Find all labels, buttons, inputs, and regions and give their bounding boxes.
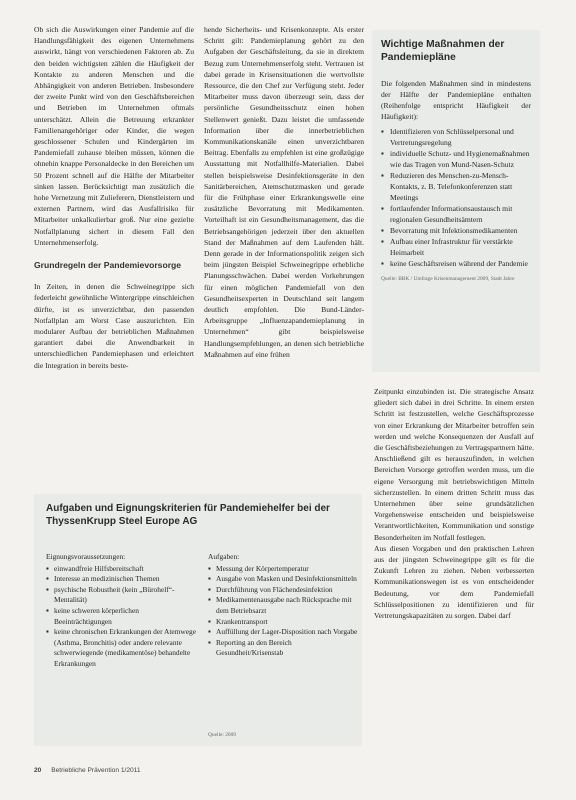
list-item: ▪ Identifizieren von Schlüsselpersonal und Vertretungsregelung xyxy=(381,126,531,148)
info-box-pandemic-helpers xyxy=(34,494,362,746)
list-item: ▪ keine schweren körperlichen Beeinträchtigungen xyxy=(46,606,196,627)
list-item: ▪ Reporting an den Bereich Gesundheit/Krisenstab xyxy=(208,638,358,659)
measures-list xyxy=(381,126,531,269)
criteria-column xyxy=(46,552,196,670)
list-item: ▪ einwandfreie Hilfsbereitschaft xyxy=(46,564,196,575)
paragraph: In Zeiten, in denen die Schweinegrippe sich federleicht gewöhnliche Wintergrippe einschleichen dürfte, ist es unverzichtbar, den passenden Notfallplan am Worst Case auszurichten. Ein modularer Aufbau der betrieblichen Maßnahmen garantiert dabei die Anwendbarkeit in unterschiedlichen Pandemiephasen und erleichtert die Integration in bereits beste- xyxy=(34,282,194,370)
list-item: ▪ Aufbau einer Infrastruktur für verstärkte Heimarbeit xyxy=(381,236,531,258)
tasks-list xyxy=(208,564,358,659)
list-item: ▪ Bevorratung mit Infektionsmedikamenten xyxy=(381,225,531,236)
list-item: ▪ Messung der Körpertemperatur xyxy=(208,564,358,575)
page-footer xyxy=(34,767,141,774)
list-item: ▪ Medikamentenausgabe nach Rücksprache mit dem Betriebsarzt xyxy=(208,595,358,616)
tasks-column xyxy=(208,552,358,659)
list-item: ▪ keine chronischen Erkrankungen der Atemwege (Asthma, Bronchitis) oder andere relevante schwerwiegende (medikamentöse) behandelte Erkrankungen xyxy=(46,627,196,669)
list-item: ▪ psychische Robustheit (kein „Bürohelf“-Mentalität) xyxy=(46,585,196,606)
paragraph: hende Sicherheits- und Krisenkonzepte. Als erster Schritt gilt: Pandemieplanung gehört zu den Aufgaben der Geschäftsleitung, da sie in direktem Bezug zum Unternehmenserfolg steht. Vertrauen ist dabei gerade in Krisensituationen die wertvollste Ressource, die den Chef zur Verfügung steht. Jeder Mitarbeiter muss davon überzeugt sein, dass der persönliche Gesundheitsschutz einen hohen Stellenwert genießt. Dazu leistet die umfassende Information über die innerbetrieblichen Kommunikationskanäle einen unverzichtbaren Beitrag. Ebenfalls zu empfehlen ist eine großzügige Ausstattung mit Notfallhilfe-Materialien. Dabei stellen beispielsweise Desinfektionsgeräte in den Sanitärbereichen, Atemschutzmasken und gerade für die Frühphase einer Erkrankungswelle eine zusätzliche Bevorratung mit Medikamenten. Vorteilhaft ist ein Gesundheitsmanagement, das die Betriebsangehörigen jederzeit über den aktuellen Stand der Maßnahmen auf dem Laufenden hält. Denn gerade in der Informationspolitik zeigen sich beim jüngsten Beispiel Schweinegrippe erhebliche Planungsschwächen. Dabei werden Vorkehrungen für einen möglichen Pandemiefall von den Gesundheitsexperten in Deutschland seit langem deutlich empfohlen. Die Bund-Länder-Arbeitsgruppe „Influenzapandemieplanung in Unternehmen“ gibt beispielsweise Handlungsempfehlungen, an denen sich betriebliche Maßnahmen auf eine frühen xyxy=(204,25,364,359)
text-column-2 xyxy=(204,24,364,360)
criteria-list xyxy=(46,564,196,670)
paragraph: Zeitpunkt einzubinden ist. Die strategische Ansatz gliedert sich dabei in drei Schritte. In einem ersten Schritt ist festzustellen, welche Geschäftsprozesse von einer Erkrankung der Mitarbeiter betroffen sein werden und welche Konsequenzen der Ausfall auf die Geschäftsbeziehungen zu Vertragspartnern hätte. Anschließend gilt es herauszufinden, in welchen Bereichen Vorsorge getroffen werden muss, um die eigene Versorgung mit betriebswichtigen Mitteln sicherzustellen. In einem dritten Schritt muss das Unternehmen über seine grundsätzlichen Vorgehensweise entscheiden und beispielsweise Verantwortlichkeiten, Kommunikation und sonstige Besonderheiten im Notfall festlegen. xyxy=(374,387,534,542)
source-note: Quelle: BBK / Umfrage Krisenmanagement 2009, Stadt Jahre xyxy=(381,276,515,282)
journal-title: Betriebliche Prävention 1/2011 xyxy=(51,767,141,774)
list-item: ▪ keine Geschäftsreisen während der Pandemie xyxy=(381,258,531,269)
paragraph: Aus diesen Vorgaben und den praktischen Lehren aus der jüngsten Schweinegrippe gilt es für die Zukunft Lehren zu ziehen. Neben verbesserten Kommunikationswegen ist es von entscheidender Bedeutung, vor dem Pandemiefall Schlüsselpositionen zu identifizieren und für Vertretungskapazitäten zu sorgen. Dabei darf xyxy=(374,543,534,621)
sidebar-box-measures xyxy=(372,30,540,372)
list-item: ▪ Auffüllung der Lager-Disposition nach Vorgabe xyxy=(208,627,358,638)
source-note: Quelle: 2009 xyxy=(208,732,236,738)
text-column-3 xyxy=(374,386,534,621)
list-item: ▪ Reduzieren des Menschen-zu-Mensch-Kontakts, z. B. Telefonkonferenzen statt Meetings xyxy=(381,170,531,203)
list-item: ▪ Krankentransport xyxy=(208,617,358,628)
sidebar-box-title: Wichtige Maßnahmen der Pandemiepläne xyxy=(381,39,505,63)
list-item: ▪ fortlaufender Informationsaustausch mit regionalen Gesundheitsämtern xyxy=(381,203,531,225)
sidebar-box-intro: Die folgenden Maßnahmen sind in mindestens der Hälfte der Pandemiepläne enthalten (Reihenfolge entspricht Häufigkeit der Häufigkeit): xyxy=(381,79,531,121)
section-heading: Grundregeln der Pandemievorsorge xyxy=(34,260,182,271)
page-number: 20 xyxy=(34,767,42,774)
list-item: ▪ Durchführung von Flächendesinfektion xyxy=(208,585,358,596)
list-item: ▪ Ausgabe von Masken und Desinfektionsmitteln xyxy=(208,574,358,585)
tasks-heading: Aufgaben: xyxy=(208,552,240,561)
list-item: ▪ individuelle Schutz- und Hygienemaßnahmen wie das Tragen von Mund-Nasen-Schutz xyxy=(381,148,531,170)
list-item: ▪ Interesse an medizinischen Themen xyxy=(46,574,196,585)
text-column-1 xyxy=(34,24,194,371)
criteria-heading: Eignungsvoraussetzungen: xyxy=(46,552,126,561)
paragraph: Ob sich die Auswirkungen einer Pandemie auf die Handlungsfähigkeit des eigenen Unternehmens auswirkt, hängt von verschiedenen Faktoren ab. Zu den beiden wichtigsten zählen die Häufigkeit der Kontakte zu anderen Menschen und die Abhängigkeit von anderen Betrieben. Insbesondere der zweite Punkt wird von den Geschäftsbereichen und Betrieben im Unternehmen oftmals unterschätzt. Allein die Betreuung erkrankter Familienangehöriger oder Kinder, die wegen geschlossener Schulen und Kindergärten im Pandemiefall zuhause bleiben müssen, können die ohnehin knappe Personaldecke in den Bereichen um 50 Prozent schnell auf die Hälfte der Mitarbeiter sinken lassen. Berücksichtigt man zusätzlich die hohe Vernetzung mit Zulieferern, Dienstleistern und externen Partnern, wird das Ausfallrisiko für Mitarbeiter unkalkulierbar groß. Nur eine gezielte Notfallplanung sichert in diesem Fall den Unternehmenserfolg. xyxy=(34,25,194,247)
info-box-title: Aufgaben und Eignungskriterien für Pandemiehelfer bei der ThyssenKrupp Steel Europe AG xyxy=(46,503,330,527)
